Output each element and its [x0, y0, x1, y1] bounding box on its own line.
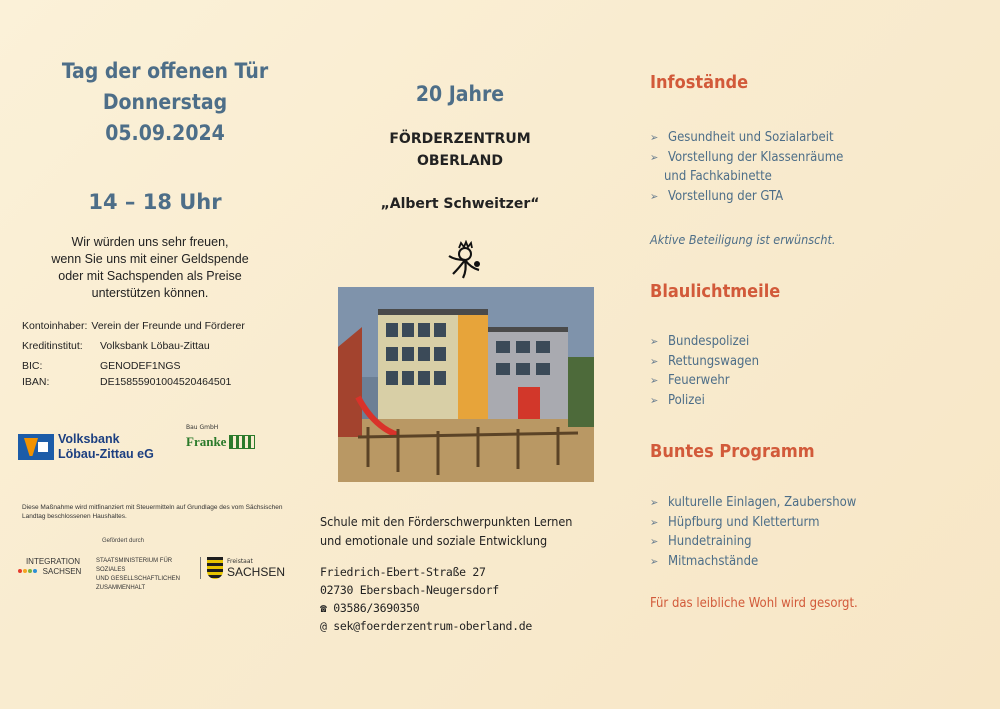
- list-item: [650, 513, 856, 533]
- school-building-photo: [338, 287, 594, 482]
- middle-column: [310, 0, 630, 709]
- ministry-line: ZUSAMMENHALT: [96, 585, 146, 591]
- list-item-label: Polizei: [668, 392, 705, 408]
- integration-line2: SACHSEN: [42, 567, 82, 576]
- franke-mark-icon: [229, 435, 255, 449]
- list-item-label: Vorstellung der GTA: [668, 188, 784, 204]
- list-item: [650, 332, 759, 352]
- appeal-line: unterstützen können.: [91, 286, 209, 300]
- integration-dots-icon: [18, 569, 38, 573]
- school-description: [320, 512, 620, 550]
- left-column: [0, 0, 310, 709]
- appeal-line: Wir würden uns sehr freuen,: [71, 235, 229, 249]
- school-name-line2: OBERLAND: [416, 153, 503, 169]
- volksbank-name: [58, 432, 154, 462]
- bank-details: [22, 318, 302, 390]
- bank-iban-value: DE15855901004520464501: [100, 376, 232, 388]
- email-row: [320, 617, 532, 635]
- sponsor-logos: [18, 557, 285, 593]
- bank-bic-label: BIC:: [22, 360, 43, 372]
- volksbank-icon: [18, 434, 54, 460]
- bank-iban-row: [22, 374, 302, 390]
- list-item-label: Hüpfburg und Kletterturm: [668, 514, 820, 530]
- bullet-icon: ➢: [650, 496, 659, 509]
- volksbank-name-line2: Löbau-Zittau eG: [58, 447, 154, 461]
- bank-owner-value: Verein der Freunde und Förderer: [91, 320, 245, 332]
- bullet-icon: ➢: [650, 515, 659, 529]
- bullet-icon: ➢: [650, 554, 659, 568]
- school-name: [310, 128, 610, 172]
- bank-owner-label: Kontoinhaber:: [22, 320, 88, 332]
- infostaende-heading: Infostände: [650, 72, 749, 93]
- bullet-icon: ➢: [650, 354, 659, 368]
- list-item: [650, 532, 856, 552]
- franke-name: Franke: [186, 434, 227, 449]
- funded-by-label: Gefördert durch: [102, 538, 145, 544]
- event-day: Donnerstag: [102, 90, 228, 114]
- infostaende-list: [650, 128, 843, 206]
- bank-iban-label: IBAN:: [22, 376, 50, 388]
- event-date: 05.09.2024: [105, 121, 225, 145]
- volksbank-logo: [18, 432, 154, 462]
- bank-bic-row: [22, 358, 302, 374]
- integration-sachsen-logo: [18, 557, 88, 577]
- bank-institute-label: Kreditinstitut:: [22, 340, 83, 352]
- list-item-label: Rettungswagen: [668, 353, 760, 369]
- event-time: 14 – 18 Uhr: [88, 190, 222, 214]
- event-title: [40, 56, 290, 149]
- freistaat-label: Freistaat: [227, 557, 253, 565]
- address-street: Friedrich-Ebert-Straße 27: [320, 565, 486, 579]
- list-item: [650, 391, 759, 411]
- bank-institute-row: [22, 338, 302, 354]
- participation-note: Aktive Beteiligung ist erwünscht.: [650, 232, 836, 247]
- list-item: [650, 552, 856, 572]
- bullet-icon: ➢: [650, 535, 659, 548]
- right-column: [630, 0, 1000, 709]
- school-description-line1: Schule mit den Förderschwerpunkten Lernen: [320, 514, 573, 529]
- list-item-label: kulturelle Einlagen, Zaubershow: [668, 495, 857, 510]
- list-item-continuation: [650, 167, 843, 187]
- list-item: [650, 352, 759, 372]
- franke-subtitle: Bau GmbH: [186, 424, 219, 431]
- appeal-line: wenn Sie uns mit einer Geldspende: [51, 252, 249, 266]
- blaulicht-heading: Blaulichtmeile: [650, 281, 781, 302]
- list-item-label: Feuerwehr: [668, 373, 730, 388]
- list-item-label: und Fachkabinette: [664, 169, 772, 184]
- freistaat-sachsen-logo: [200, 557, 285, 579]
- school-contact: [320, 563, 532, 635]
- catering-note: Für das leibliche Wohl wird gesorgt.: [650, 596, 858, 611]
- list-item: [650, 493, 856, 513]
- bullet-icon: ➢: [650, 150, 659, 164]
- bank-institute-value: Volksbank Löbau-Zittau: [100, 340, 210, 352]
- school-description-line2: und emotionale und soziale Entwicklung: [320, 533, 548, 548]
- integration-line1: INTEGRATION: [25, 557, 81, 566]
- address-city: 02730 Ebersbach-Neugersdorf: [320, 583, 499, 597]
- list-item: [650, 371, 759, 391]
- programm-heading: Buntes Programm: [650, 441, 815, 462]
- email-address: sek@foerderzentrum-oberland.de: [333, 619, 532, 633]
- sachsen-label: SACHSEN: [227, 564, 286, 579]
- school-name-line1: FÖRDERZENTRUM: [389, 131, 531, 147]
- funding-note: Diese Maßnahme wird mitfinanziert mit Steuermitteln auf Grundlage des vom Sächsischen Landtag beschlossenen Haushaltes.: [22, 504, 283, 520]
- list-item-label: Bundespolizei: [668, 334, 750, 349]
- list-item: [650, 187, 843, 207]
- phone-number: 03586/3690350: [333, 601, 420, 615]
- programm-list: [650, 493, 856, 571]
- phone-row: [320, 599, 532, 617]
- ministry-name: [96, 557, 196, 593]
- list-item-label: Mitmachstände: [668, 553, 759, 569]
- blaulicht-list: [650, 332, 759, 410]
- phone-icon: ☎: [320, 601, 327, 615]
- donation-appeal: [30, 234, 270, 302]
- list-item-label: Vorstellung der Klassenräume: [668, 149, 844, 165]
- franke-logo: [186, 424, 255, 450]
- volksbank-name-line1: Volksbank: [58, 432, 120, 446]
- saxony-crest-icon: [207, 557, 223, 579]
- email-icon: @: [320, 619, 327, 633]
- ministry-line: STAATSMINISTERIUM FÜR SOZIALES: [96, 558, 173, 573]
- school-namesake: „Albert Schweitzer“: [380, 196, 540, 212]
- bank-owner-row: [22, 318, 302, 334]
- event-title-line1: Tag der offenen Tür: [61, 59, 269, 83]
- bullet-icon: ➢: [650, 189, 659, 203]
- appeal-line: oder mit Sachspenden als Preise: [58, 269, 242, 283]
- bank-bic-value: GENODEF1NGS: [100, 360, 181, 372]
- list-item: [650, 148, 843, 168]
- list-item: [650, 128, 843, 148]
- bullet-icon: ➢: [650, 393, 659, 407]
- ministry-line: UND GESELLSCHAFTLICHEN: [96, 576, 181, 582]
- list-item-label: Gesundheit und Sozialarbeit: [668, 130, 834, 145]
- bullet-icon: ➢: [650, 131, 659, 144]
- anniversary-heading: 20 Jahre: [415, 82, 505, 106]
- list-item-label: Hundetraining: [668, 534, 752, 549]
- bullet-icon: ➢: [650, 374, 659, 387]
- school-mascot-icon: [445, 240, 485, 280]
- bullet-icon: ➢: [650, 335, 659, 348]
